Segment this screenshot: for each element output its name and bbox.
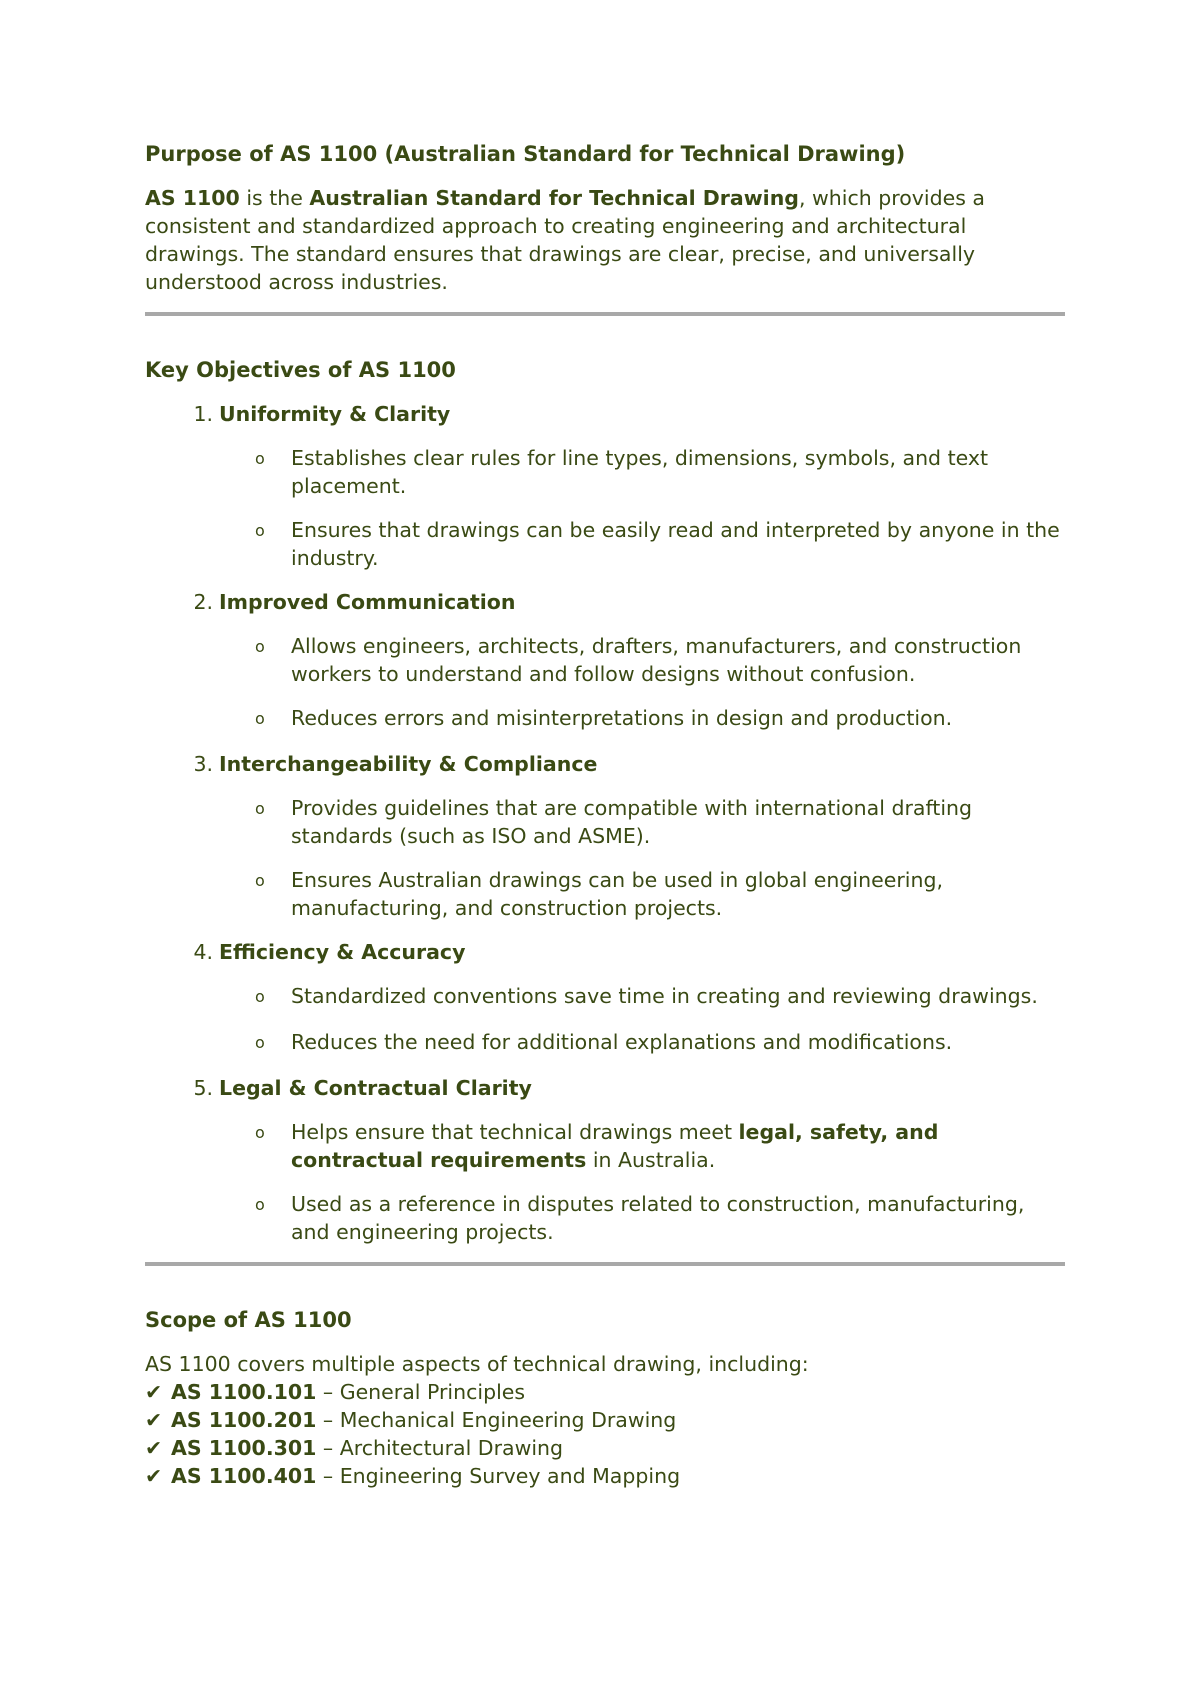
sub-bullet-text: Reduces the need for additional explanations and modifications. xyxy=(291,1030,953,1054)
scope-desc: – Mechanical Engineering Drawing xyxy=(316,1408,677,1432)
checkmark-icon: ✔ xyxy=(145,1464,163,1488)
sub-bullet-item xyxy=(145,632,1065,688)
sub-bullet-text: Establishes clear rules for line types, dimensions, symbols, and text placement. xyxy=(291,446,989,498)
sub-bullet-text: Ensures Australian drawings can be used in global engineering, manufacturing, and construction projects. xyxy=(291,868,943,920)
sub-text-post: in Australia. xyxy=(586,1148,716,1172)
objectives-heading: Key Objectives of AS 1100 xyxy=(145,358,456,382)
objective-item xyxy=(145,938,1065,1058)
objective-item xyxy=(145,750,1065,922)
checkmark-icon: ✔ xyxy=(145,1408,163,1432)
sub-text-pre: Helps ensure that technical drawings meet xyxy=(291,1120,739,1144)
scope-code: AS 1100.201 xyxy=(171,1408,317,1432)
objective-number: 3. xyxy=(193,752,213,776)
objective-title: Efficiency & Accuracy xyxy=(219,940,466,964)
purpose-bold-as1100: AS 1100 xyxy=(145,186,240,210)
sub-bullet-text: Reduces errors and misinterpretations in design and production. xyxy=(291,706,953,730)
circle-bullet-icon: o xyxy=(255,521,265,540)
sub-bullet-item xyxy=(145,1028,1065,1058)
circle-bullet-icon: o xyxy=(255,987,265,1006)
sub-bullet-item xyxy=(145,982,1065,1012)
sub-text-bold: legal, safety, and contractual requirements xyxy=(291,1120,939,1172)
objective-number: 1. xyxy=(193,402,213,426)
objective-sublist xyxy=(145,1118,1065,1246)
purpose-text-2: , which provides a consistent and standardized approach to creating engineering and architectural drawings. The standard ensures that drawings are clear, precise, and universally understood across industries. xyxy=(145,186,985,294)
section-divider xyxy=(145,312,1065,316)
sub-bullet-item xyxy=(145,1190,1065,1246)
scope-item xyxy=(145,1434,1065,1462)
scope-code: AS 1100.301 xyxy=(171,1436,317,1460)
scope-item xyxy=(145,1378,1065,1406)
objective-title: Uniformity & Clarity xyxy=(219,402,451,426)
objective-title: Improved Communication xyxy=(219,590,516,614)
checkmark-icon: ✔ xyxy=(145,1380,163,1404)
scope-desc: – Architectural Drawing xyxy=(316,1436,564,1460)
objective-sublist xyxy=(145,982,1065,1058)
document-page xyxy=(145,140,1065,1490)
scope-desc: – General Principles xyxy=(316,1380,526,1404)
sub-bullet-text xyxy=(291,1118,1065,1174)
purpose-bold-standard: Australian Standard for Technical Drawing xyxy=(309,186,799,210)
sub-bullet-item xyxy=(145,794,1065,850)
sub-bullet-text: Allows engineers, architects, drafters, manufacturers, and construction workers to understand and follow designs without confusion. xyxy=(291,634,1022,686)
scope-item xyxy=(145,1406,1065,1434)
objectives-list xyxy=(145,400,1065,1246)
purpose-text-1: is the xyxy=(239,186,310,210)
objective-sublist xyxy=(145,794,1065,922)
checkmark-icon: ✔ xyxy=(145,1436,163,1460)
sub-bullet-item xyxy=(145,704,1065,734)
section-divider xyxy=(145,1262,1065,1266)
sub-bullet-text: Provides guidelines that are compatible with international drafting standards (such as ISO and ASME). xyxy=(291,796,973,848)
sub-bullet-item xyxy=(145,1118,1065,1174)
objective-item xyxy=(145,400,1065,572)
scope-code: AS 1100.401 xyxy=(171,1464,317,1488)
objective-number: 4. xyxy=(193,940,213,964)
sub-bullet-item xyxy=(145,866,1065,922)
objective-sublist xyxy=(145,444,1065,572)
scope-heading: Scope of AS 1100 xyxy=(145,1308,352,1332)
purpose-paragraph xyxy=(145,184,1065,296)
objective-title: Legal & Contractual Clarity xyxy=(219,1076,532,1100)
objective-number: 5. xyxy=(193,1076,213,1100)
sub-bullet-text: Used as a reference in disputes related to construction, manufacturing, and engineering projects. xyxy=(291,1192,1025,1244)
sub-bullet-item xyxy=(145,444,1065,500)
scope-intro: AS 1100 covers multiple aspects of technical drawing, including: xyxy=(145,1352,809,1376)
scope-item xyxy=(145,1462,1065,1490)
purpose-heading: Purpose of AS 1100 (Australian Standard for Technical Drawing) xyxy=(145,142,906,166)
objective-item xyxy=(145,1074,1065,1246)
sub-bullet-text: Ensures that drawings can be easily read and interpreted by anyone in the industry. xyxy=(291,518,1060,570)
objective-item xyxy=(145,588,1065,734)
objective-sublist xyxy=(145,632,1065,734)
circle-bullet-icon: o xyxy=(255,1033,265,1052)
objective-title: Interchangeability & Compliance xyxy=(219,752,598,776)
circle-bullet-icon: o xyxy=(255,799,265,818)
circle-bullet-icon: o xyxy=(255,637,265,656)
objective-number: 2. xyxy=(193,590,213,614)
sub-bullet-text: Standardized conventions save time in creating and reviewing drawings. xyxy=(291,984,1038,1008)
circle-bullet-icon: o xyxy=(255,1195,265,1214)
sub-bullet-item xyxy=(145,516,1065,572)
circle-bullet-icon: o xyxy=(255,709,265,728)
circle-bullet-icon: o xyxy=(255,871,265,890)
scope-desc: – Engineering Survey and Mapping xyxy=(316,1464,681,1488)
circle-bullet-icon: o xyxy=(255,1123,265,1142)
circle-bullet-icon: o xyxy=(255,449,265,468)
scope-code: AS 1100.101 xyxy=(171,1380,317,1404)
